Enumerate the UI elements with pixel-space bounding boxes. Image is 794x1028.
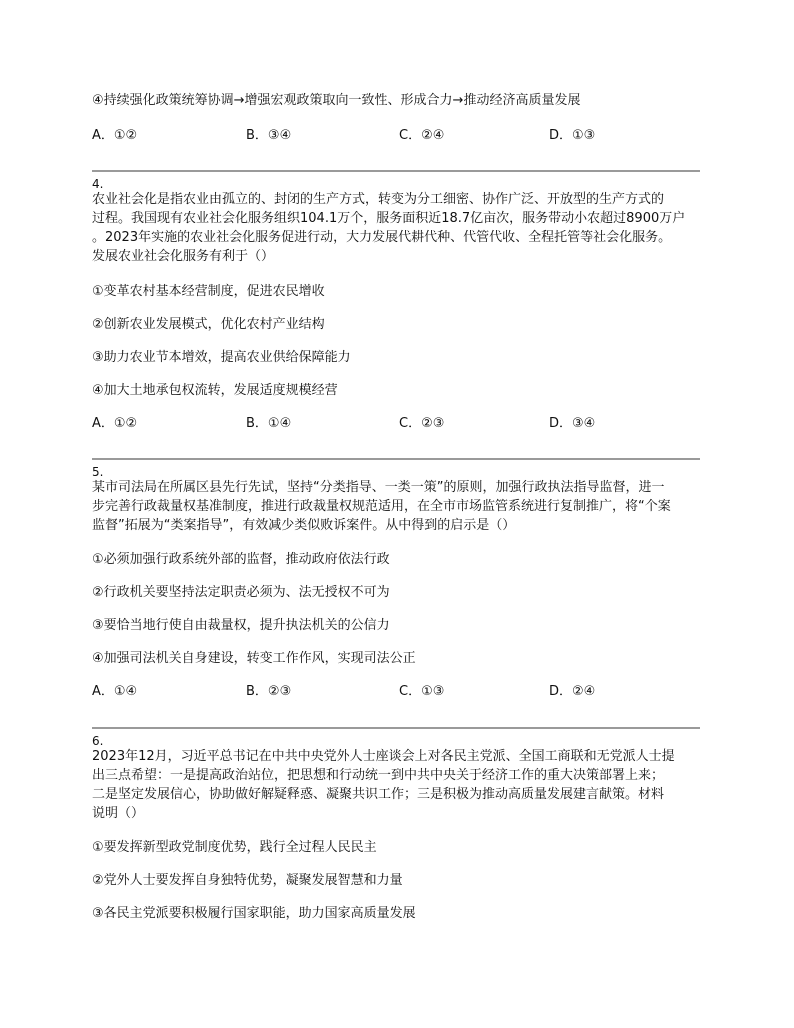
q6-stem [92,747,704,823]
q6-stem-line: 出三点希望：一是提高政治站位，把思想和行动统一到中共中央关于经济工作的重大决策部署上来； [92,768,665,783]
q5-choice-d[interactable]: D．②④ [549,684,596,699]
q4-stem [92,190,704,266]
q5-statement-3: ③要恰当地行使自由裁量权，提升执法机关的公信力 [92,618,390,633]
q5-choice-b[interactable]: B．②③ [246,684,292,699]
q4-choice-b[interactable]: B．①④ [246,416,292,431]
q5-choice-a[interactable]: A．①④ [92,684,138,699]
q5-stem-line: 监督”拓展为“类案指导”，有效减少类似败诉案件。从中得到的启示是（） [92,518,516,533]
q4-choice-a[interactable]: A．①② [92,416,138,431]
q5-statement-1: ①必须加强行政系统外部的监督，推动政府依法行政 [92,552,390,567]
q4-statement-1: ①变革农村基本经营制度，促进农民增收 [92,284,325,299]
q5-stem-line: 某市司法局在所属区县先行先试，坚持“分类指导、一类一策”的原则，加强行政执法指导监督，进一 [92,480,665,495]
q4-choice-c[interactable]: C．②③ [399,416,445,431]
q4-stem-line: 农业社会化是指农业由孤立的、封闭的生产方式，转变为分工细密、协作广泛、开放型的生产方式的 [92,192,665,207]
q5-statement-2: ②行政机关要坚持法定职责必须为、法无授权不可为 [92,585,390,600]
q4-statement-4: ④加大土地承包权流转，发展适度规模经营 [92,383,338,398]
q4-stem-line: 过程。我国现有农业社会化服务组织104.1万个，服务面积近18.7亿亩次，服务带动小农超过8900万户 [92,211,686,226]
q5-statement-4: ④加强司法机关自身建设，转变工作作风，实现司法公正 [92,651,416,666]
q5-stem [92,478,704,535]
q3-choice-b[interactable]: B．③④ [246,128,292,143]
q5-choice-c[interactable]: C．①③ [399,684,445,699]
q4-number: 4. [92,177,104,191]
q5-number: 5. [92,465,104,479]
q4-choice-d[interactable]: D．③④ [549,416,596,431]
q4-statement-2: ②创新农业发展模式，优化农村产业结构 [92,317,325,332]
q6-number: 6. [92,734,104,748]
q4-statement-3: ③助力农业节本增效，提高农业供给保障能力 [92,350,351,365]
q5-stem-line: 步完善行政裁量权基准制度，推进行政裁量权规范适用，在全市市场监管系统进行复制推广，将“个案 [92,499,671,514]
q6-statement-2: ②党外人士要发挥自身独特优势，凝聚发展智慧和力量 [92,873,403,888]
q4-stem-line: 发展农业社会化服务有利于（） [92,249,275,264]
q4-stem-line: 。2023年实施的农业社会化服务促进行动，大力发展代耕代种、代管代收、全程托管等社会化服务。 [92,230,672,245]
q6-statement-3: ③各民主党派要积极履行国家职能，助力国家高质量发展 [92,906,416,921]
question-divider [92,170,700,172]
question-divider [92,727,700,729]
q6-stem-line: 二是坚定发展信心，协助做好解疑释惑、凝聚共识工作；三是积极为推动高质量发展建言献策。材料 [92,787,665,802]
question-divider [92,458,700,460]
q3-choice-a[interactable]: A．①② [92,128,138,143]
q3-choice-d[interactable]: D．①③ [549,128,596,143]
q3-choice-c[interactable]: C．②④ [399,128,445,143]
q6-statement-1: ①要发挥新型政党制度优势，践行全过程人民民主 [92,840,377,855]
q6-stem-line: 说明（） [92,806,145,821]
q3-statement-4: ④持续强化政策统筹协调→增强宏观政策取向一致性、形成合力→推动经济高质量发展 [92,93,581,108]
q6-stem-line: 2023年12月，习近平总书记在中共中央党外人士座谈会上对各民主党派、全国工商联和无党派人士提 [92,749,675,764]
